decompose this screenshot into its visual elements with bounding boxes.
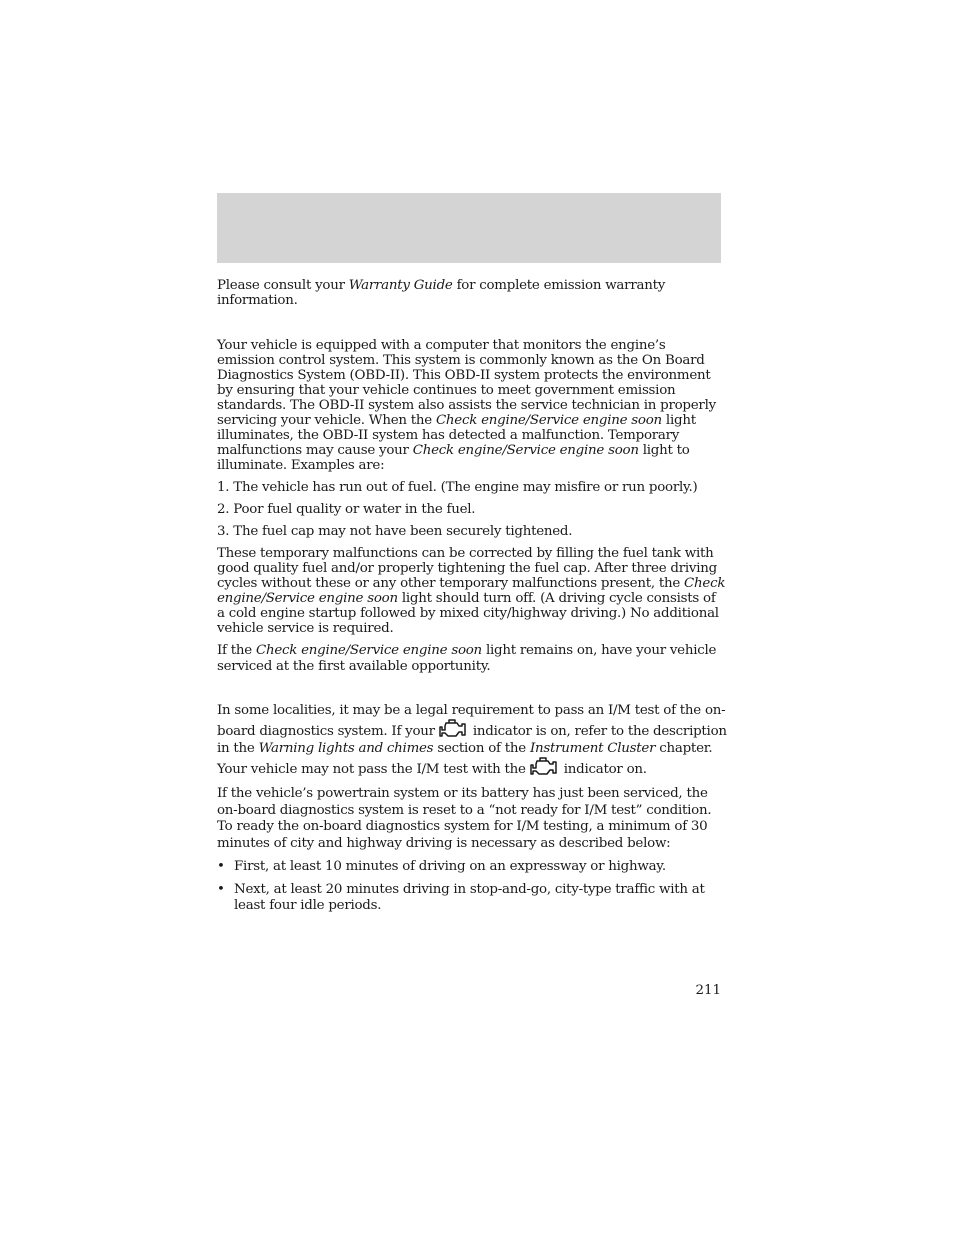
engine-icon bbox=[530, 757, 558, 777]
list-item: 2. Poor fuel quality or water in the fuel. bbox=[217, 502, 476, 517]
warranty-guide-ref: Warranty Guide bbox=[348, 278, 453, 293]
im-test-paragraph: In some localities, it may be a legal requirement to pass an I/M test of the on-board diagnostics system. If your indicator is on, refer to the description in the Warning lights and chimes section of the Instrument Cluster chapter. Your vehicle may not pass the I/M test with the indicator on. bbox=[217, 703, 727, 777]
section-header-bar bbox=[217, 193, 721, 263]
bullet-glyph: • bbox=[217, 859, 225, 874]
list-item: 1. The vehicle has run out of fuel. (The engine may misfire or run poorly.) bbox=[217, 480, 698, 495]
obd-paragraph: Your vehicle is equipped with a computer that monitors the engine’s emission control system. This system is commonly known as the On Board Diagnostics System (OBD-II). This OBD-II system protects the environment by ensuring that your vehicle continues to meet government emission standards. The OBD-II system also assists the service technician in properly servicing your vehicle. When the Check engine/Service engine soon light illuminates, the OBD-II system has detected a malfunction. Temporary malfunctions may cause your Check engine/Service engine soon light to illuminate. Examples are: bbox=[217, 338, 716, 473]
list-item: 3. The fuel cap may not have been securely tightened. bbox=[217, 524, 573, 539]
page-number: 211 bbox=[695, 983, 721, 998]
page-content bbox=[217, 278, 727, 914]
list-item: • First, at least 10 minutes of driving on an expressway or highway. bbox=[217, 859, 666, 874]
engine-icon bbox=[439, 719, 467, 739]
powertrain-paragraph: If the vehicle’s powertrain system or its battery has just been serviced, the on-board diagnostics system is reset to a “not ready for I/M test” condition. To ready the on-board diagnostics system for I/M testing, a minimum of 30 minutes of city and highway driving is necessary as described below: bbox=[217, 786, 712, 851]
list-item: • Next, at least 20 minutes driving in stop-and-go, city-type traffic with at least four idle periods. bbox=[217, 882, 705, 913]
light-remains-on-paragraph: If the Check engine/Service engine soon light remains on, have your vehicle serviced at the first available opportunity. bbox=[217, 643, 717, 674]
bullet-glyph: • bbox=[217, 882, 225, 897]
warranty-paragraph: Please consult your Warranty Guide for complete emission warranty information. bbox=[217, 278, 666, 308]
temporary-malfunctions-paragraph: These temporary malfunctions can be corrected by filling the fuel tank with good quality fuel and/or properly tightening the fuel cap. After three driving cycles without these or any other temporary malfunctions present, the Check engine/Service engine soon light should turn off. (A driving cycle consists of a cold engine startup followed by mixed city/highway driving.) No additional vehicle service is required. bbox=[217, 546, 726, 636]
